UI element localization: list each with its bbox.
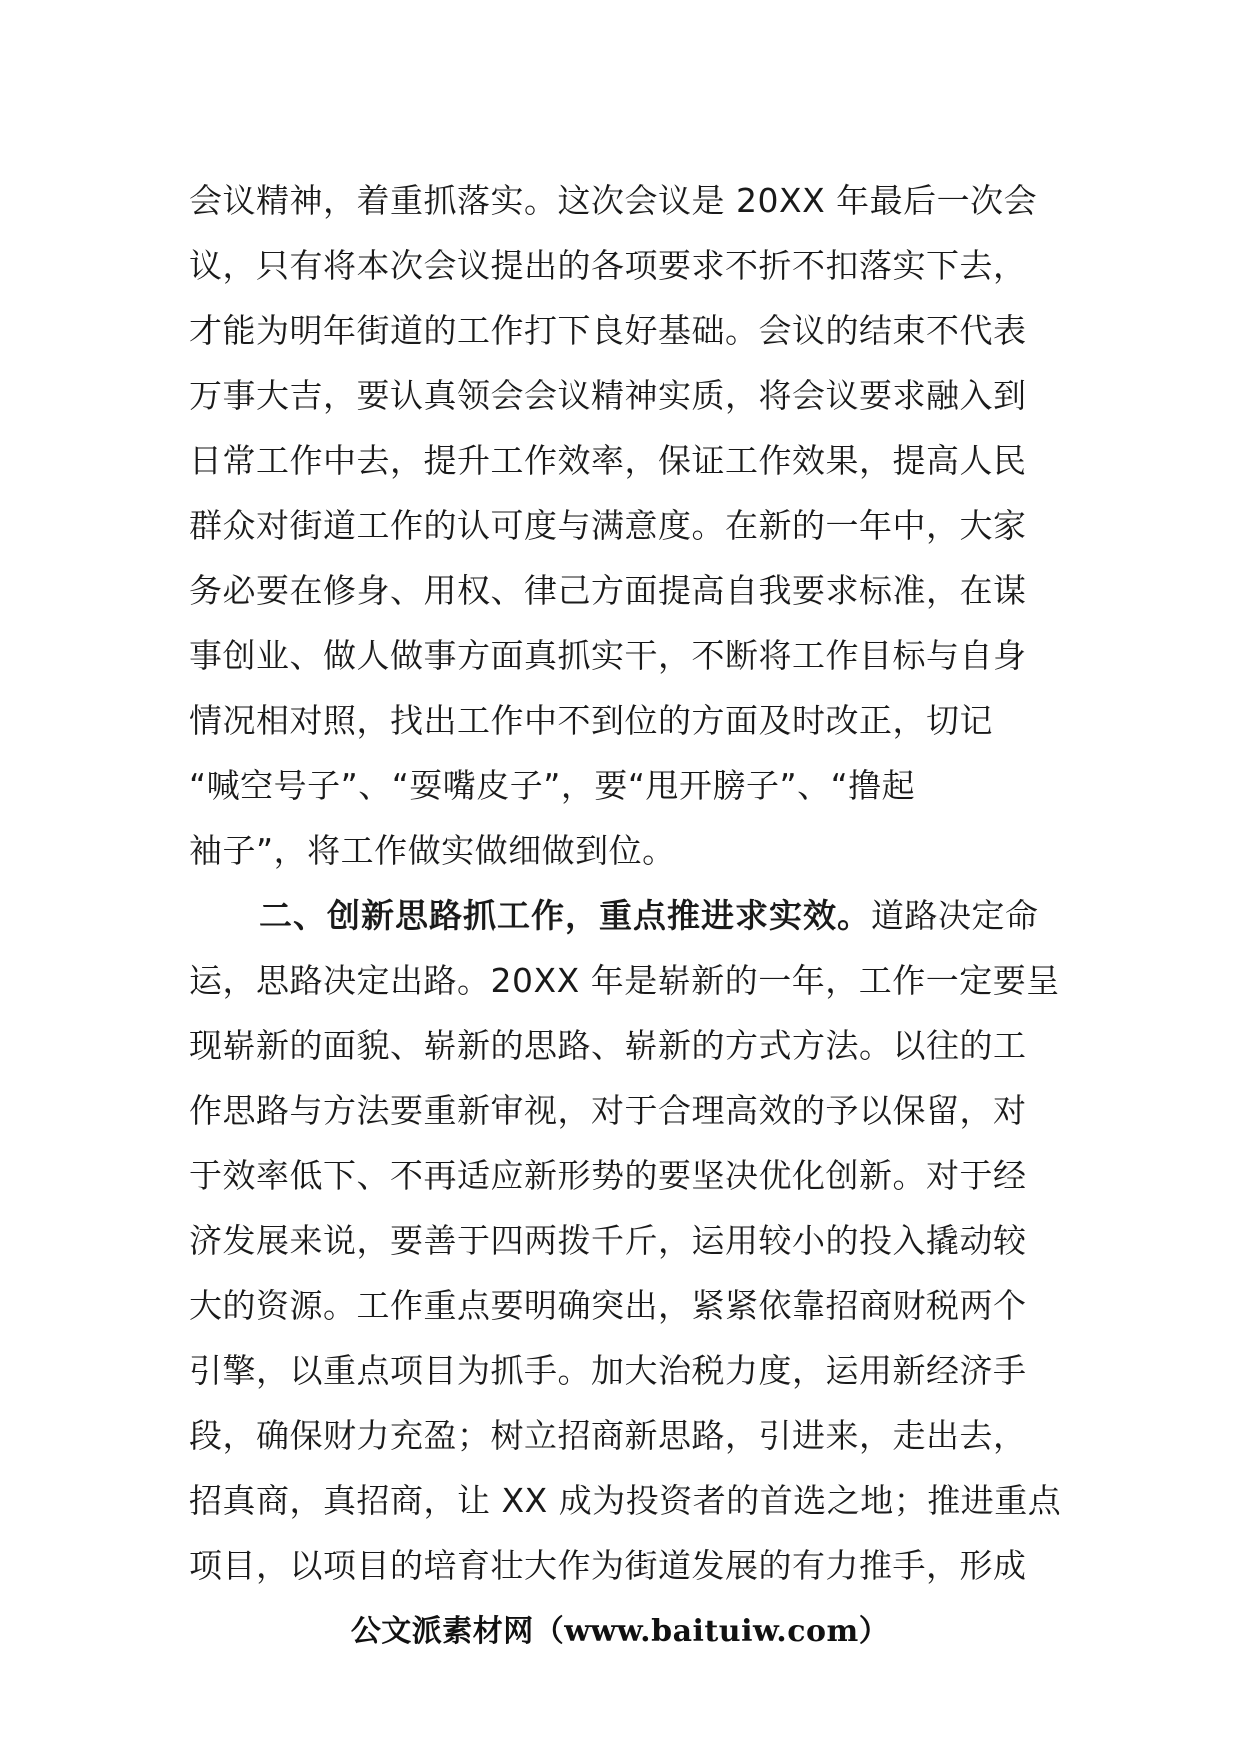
text-line: 情况相对照，找出工作中不到位的方面及时改正，切记	[189, 701, 993, 740]
text-line: 袖子”，将工作做实做细做到位。	[189, 831, 676, 870]
page-footer: 公文派素材网（www.baituiw.com）	[350, 1614, 890, 1649]
paragraph-2	[189, 883, 1062, 1598]
text-line-first	[189, 883, 1059, 948]
text-line: 引擎，以重点项目为抓手。加大治税力度，运用新经济手	[189, 1351, 1027, 1390]
section-heading: 二、创新思路抓工作，重点推进求实效。	[259, 896, 871, 935]
text-line: 现崭新的面貌、崭新的思路、崭新的方式方法。以往的工	[189, 1026, 1027, 1065]
text-line: 务必要在修身、用权、律己方面提高自我要求标准，在谋	[189, 571, 1027, 610]
text-line: 段，确保财力充盈；树立招商新思路，引进来，走出去，	[189, 1416, 1027, 1455]
text-line: 招真商，真招商，让 XX 成为投资者的首选之地；推进重点	[189, 1481, 1062, 1520]
text-line: 万事大吉，要认真领会会议精神实质，将会议要求融入到	[189, 376, 1027, 415]
text-line: 日常工作中去，提升工作效率，保证工作效果，提高人民	[189, 441, 1027, 480]
text-line: 会议精神，着重抓落实。这次会议是 20XX 年最后一次会	[189, 181, 1038, 220]
text-line: 作思路与方法要重新审视，对于合理高效的予以保留，对	[189, 1091, 1027, 1130]
text-line: 群众对街道工作的认可度与满意度。在新的一年中，大家	[189, 506, 1027, 545]
text-line: 运，思路决定出路。20XX 年是崭新的一年，工作一定要呈	[189, 961, 1060, 1000]
text-line: “喊空号子”、“耍嘴皮子”，要“甩开膀子”、“撸起	[189, 766, 916, 805]
text-line: 大的资源。工作重点要明确突出，紧紧依靠招商财税两个	[189, 1286, 1027, 1325]
text-line: 济发展来说，要善于四两拨千斤，运用较小的投入撬动较	[189, 1221, 1027, 1260]
text-line: 事创业、做人做事方面真抓实干，不断将工作目标与自身	[189, 636, 1027, 675]
paragraph-1	[189, 168, 1059, 883]
text-line: 议，只有将本次会议提出的各项要求不折不扣落实下去，	[189, 246, 1027, 285]
text-run: 道路决定命	[871, 896, 1039, 935]
document-body	[189, 168, 1062, 1598]
text-line: 才能为明年街道的工作打下良好基础。会议的结束不代表	[189, 311, 1027, 350]
text-line: 项目，以项目的培育壮大作为街道发展的有力推手，形成	[189, 1546, 1027, 1585]
text-line: 于效率低下、不再适应新形势的要坚决优化创新。对于经	[189, 1156, 1027, 1195]
